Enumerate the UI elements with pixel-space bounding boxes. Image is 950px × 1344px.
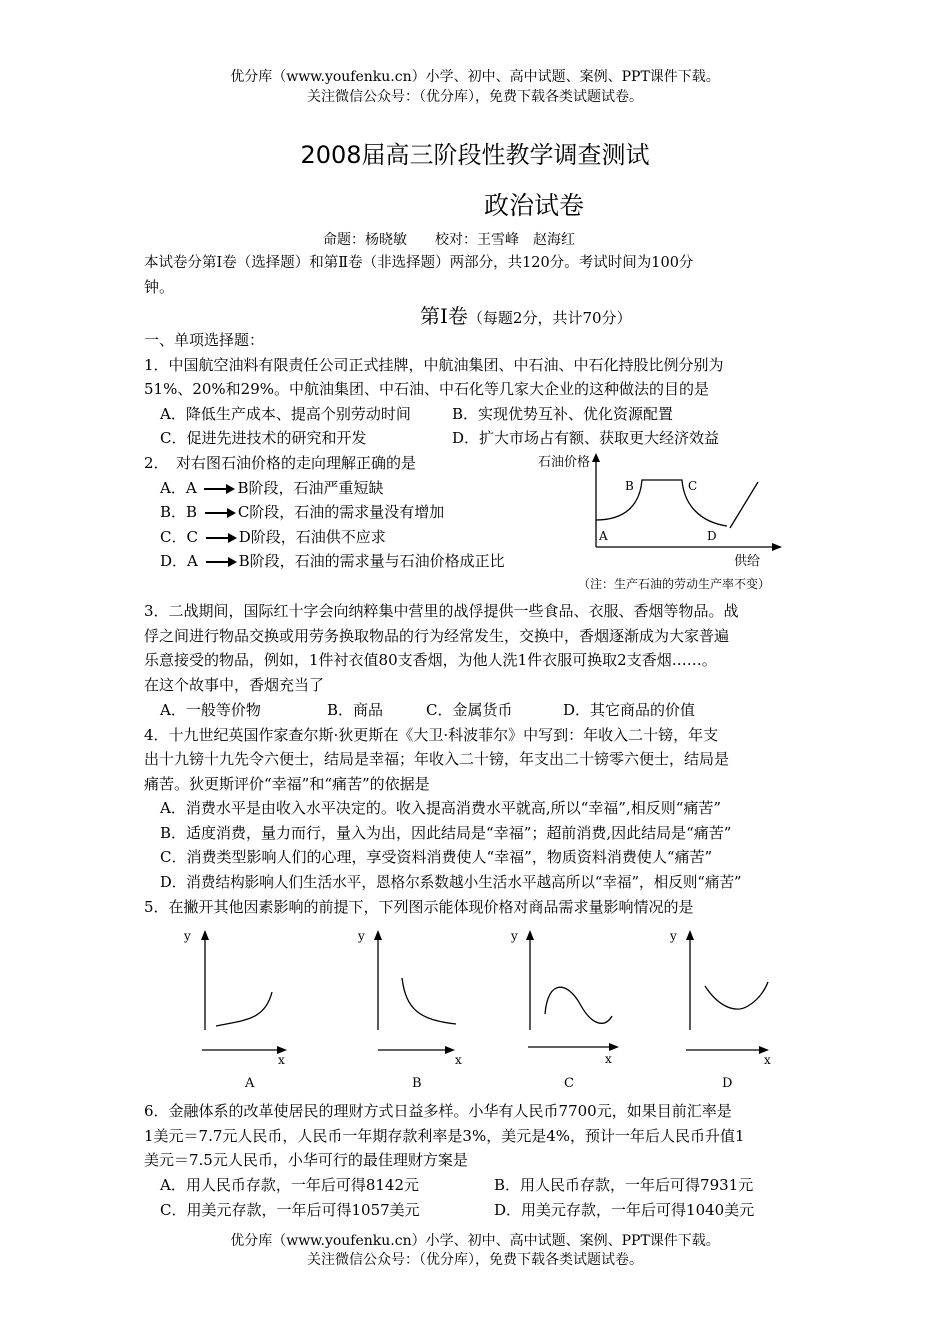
graph-x-arrow (772, 543, 782, 551)
graph-xlabel: 供给 (734, 554, 761, 569)
oil-price-graph (530, 450, 810, 595)
q6-option-d: D．用美元存款，一年后可得1040美元 (494, 1201, 755, 1219)
intro-line-2: 钟。 (144, 278, 175, 296)
graph-price-rise (730, 482, 758, 528)
q6-line-2: 1美元＝7.7元人民币，人民币一年期存款利率是3%，美元是4%，预计一年后人民币升值1 (144, 1127, 745, 1145)
q1-line-2: 51%、20%和29%。中航油集团、中石油、中石化等几家大企业的这种做法的目的是 (144, 380, 710, 398)
q4-line-3: 痛苦。狄更斯评价“幸福”和“痛苦”的依据是 (144, 775, 430, 793)
q2-option-b: B．B C阶段，石油的需求量没有增加 (160, 503, 445, 521)
graph-ylabel: 石油价格 (538, 455, 591, 470)
q3-line-2: 俘之间进行物品交换或用劳务换取物品的行为经常发生，交换中，香烟逐渐成为大家普遍 (144, 627, 730, 645)
graph-c-label: C (564, 1076, 574, 1091)
q6-line-1: 6．金融体系的改革使居民的理财方式日益多样。小华有人民币7700元，如果目前汇率是 (144, 1102, 732, 1120)
graph-a (183, 929, 287, 1091)
graph-point-c: C (688, 479, 698, 493)
q6-line-3: 美元＝7.5元人民币，小华可行的最佳理财方案是 (144, 1151, 468, 1169)
q4-line-1: 4．十九世纪英国作家查尔斯·狄更斯在《大卫·科波菲尔》中写到：年收入二十镑，年支 (144, 726, 719, 744)
q5-line-1: 5．在撇开其他因素影响的前提下，下列图示能体现价格对商品需求量影响情况的是 (144, 898, 694, 916)
graph-b (357, 929, 462, 1091)
q3-option-d: D．其它商品的价值 (563, 701, 696, 719)
arrow-right-icon (204, 532, 238, 544)
q2-option-d: D．A B阶段，石油的需求量与石油价格成正比 (160, 552, 505, 570)
footer-line-2: 关注微信公众号：（优分库），免费下载各类试题试卷。 (307, 1252, 643, 1268)
q3-line-3: 乐意接受的物品，例如，1件衬衣值80支香烟，为他人洗1件衣服可换取2支香烟……。 (144, 651, 717, 669)
graph-c-curve (545, 987, 612, 1023)
q3-line-4: 在这个故事中，香烟充当了 (144, 676, 325, 694)
part-heading (420, 300, 632, 329)
q1-option-a: A．降低生产成本、提高个别劳动时间 (160, 405, 411, 423)
graph-c (510, 929, 619, 1091)
graph-a-label: A (245, 1076, 255, 1091)
graph-point-d: D (707, 529, 717, 543)
arrow-right-icon (204, 556, 238, 568)
q2-line-1: 2． 对右图石油价格的走向理解正确的是 (144, 454, 417, 472)
q1-option-d: D．扩大市场占有额、获取更大经济效益 (452, 429, 720, 447)
graph-point-a: A (599, 529, 608, 543)
authors-line: 命题：杨晓敏 校对：王雪峰 赵海红 (323, 232, 575, 248)
q2-option-a: A．A B阶段，石油严重短缺 (160, 479, 384, 497)
graph-a-ylabel: y (184, 929, 191, 943)
demand-graphs (150, 920, 800, 1095)
exam-title: 2008届高三阶段性教学调查测试 (300, 141, 650, 169)
graph-c-ylabel: y (511, 929, 518, 943)
graph-y-arrow (592, 453, 600, 462)
q1-line-1: 1．中国航空油料有限责任公司正式挂牌，中航油集团、中石油、中石化持股比例分别为 (144, 356, 724, 374)
q2-option-c: C．C D阶段，石油供不应求 (160, 528, 386, 546)
q3-option-a: A．一般等价物 (160, 701, 261, 719)
q1-option-b: B．实现优势互补、优化资源配置 (452, 405, 674, 423)
graph-c-xlabel: x (605, 1052, 612, 1066)
q6-option-a: A．用人民币存款，一年后可得8142元 (160, 1176, 420, 1194)
graph-d-xlabel: x (764, 1053, 771, 1067)
graph-b-label: B (412, 1076, 422, 1091)
q3-option-c: C．金属货币 (426, 701, 513, 719)
q3-option-b: B．商品 (327, 701, 384, 719)
graph-d-curve (705, 982, 768, 1009)
subject-title: 政治试卷 (484, 191, 585, 220)
graph-d-ylabel: y (670, 929, 677, 943)
q6-option-c: C．用美元存款，一年后可得1057美元 (160, 1201, 420, 1219)
q4-option-c: C．消费类型影响人们的心理，享受资料消费使人“幸福”，物质资料消费使人“痛苦” (160, 848, 713, 866)
graph-b-xlabel: x (455, 1053, 462, 1067)
q6-option-b: B．用人民币存款，一年后可得7931元 (494, 1176, 754, 1194)
q1-option-c: C．促进先进技术的研究和开发 (160, 429, 367, 447)
arrow-right-icon (202, 483, 236, 495)
q4-option-a: A．消费水平是由收入水平决定的。收入提高消费水平就高,所以“幸福”,相反则“痛苦” (160, 799, 722, 817)
q4-option-b: B．适度消费，量力而行，量入为出，因此结局是“幸福”；超前消费,因此结局是“痛苦” (160, 824, 732, 842)
graph-b-curve (402, 978, 456, 1024)
graph-price-curve (596, 480, 727, 526)
graph-b-ylabel: y (358, 929, 365, 943)
graph-a-xlabel: x (278, 1053, 285, 1067)
q4-option-d: D．消费结构影响人们生活水平，恩格尔系数越小生活水平越高所以“幸福”，相反则“痛苦” (160, 874, 742, 891)
graph-note: （注：生产石油的劳动生产率不变） (578, 577, 771, 591)
graph-a-curve (216, 992, 272, 1026)
graph-point-b: B (625, 479, 634, 493)
intro-line-1: 本试卷分第Ⅰ卷（选择题）和第Ⅱ卷（非选择题）两部分，共120分。考试时间为100分 (144, 255, 694, 271)
arrow-right-icon (203, 507, 237, 519)
graph-d-label: D (722, 1076, 733, 1091)
graph-d (669, 929, 771, 1091)
part-note: （每题2分，共计70分） (467, 309, 632, 327)
q3-line-1: 3．二战期间，国际红十字会向纳粹集中营里的战俘提供一些食品、衣服、香烟等物品。战 (144, 602, 739, 620)
section-title: 一、单项选择题： (144, 331, 265, 349)
footer-line-1: 优分库（www.youfenku.cn）小学、初中、高中试题、案例、PPT课件下载。 (230, 1233, 720, 1249)
header-line-1: 优分库（www.youfenku.cn）小学、初中、高中试题、案例、PPT课件下载。 (230, 69, 720, 85)
q4-line-2: 出十九镑十九先令六便士，结局是幸福；年收入二十镑，年支出二十镑零六便士，结局是 (144, 750, 730, 768)
header-line-2: 关注微信公众号：（优分库），免费下载各类试题试卷。 (307, 89, 643, 105)
part-title: 第Ⅰ卷 (420, 304, 468, 328)
